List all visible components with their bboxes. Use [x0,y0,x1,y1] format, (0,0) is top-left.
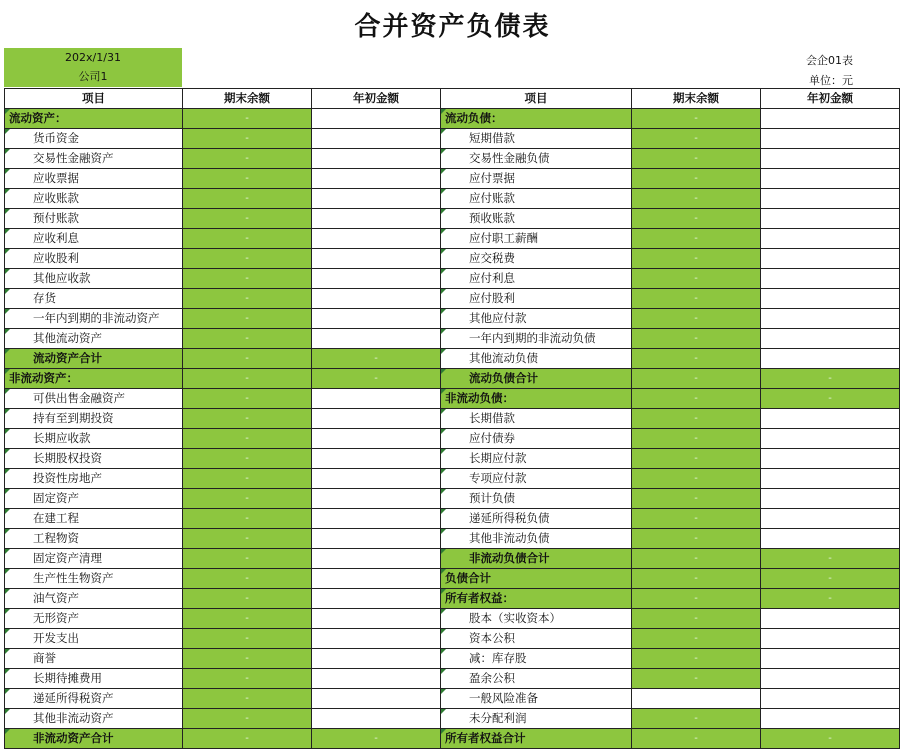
left-begin-balance-cell[interactable] [312,529,441,549]
table-row [5,169,900,189]
left-begin-balance-cell[interactable] [312,329,441,349]
table-row [5,329,900,349]
right-end-balance-cell[interactable]: - [632,649,761,669]
table-row [5,489,900,509]
left-begin-balance-cell[interactable] [312,189,441,209]
company-name[interactable]: 公司1 [78,70,108,83]
right-end-balance-cell[interactable]: - [632,149,761,169]
left-item-label[interactable]: 可供出售金融资产 [5,389,183,409]
table-row [5,209,900,229]
right-begin-balance-cell[interactable]: - [761,369,900,389]
left-begin-balance-cell[interactable] [312,169,441,189]
right-end-balance-cell[interactable]: - [632,309,761,329]
left-item-label[interactable]: 预付账款 [5,209,183,229]
left-end-balance-cell[interactable]: - [183,429,312,449]
left-end-balance-cell[interactable]: - [183,709,312,729]
right-end-balance-cell[interactable]: - [632,429,761,449]
left-item-label[interactable]: 非流动资产： [5,369,183,389]
right-begin-balance-cell[interactable]: - [761,389,900,409]
right-item-label[interactable]: 预收账款 [441,209,632,229]
right-begin-balance-cell[interactable] [761,149,900,169]
right-end-balance-cell[interactable]: - [632,469,761,489]
right-end-balance-cell[interactable]: - [632,289,761,309]
right-item-label[interactable]: 递延所得税负债 [441,509,632,529]
table-row [5,409,900,429]
right-end-balance-cell[interactable]: - [632,529,761,549]
left-item-label[interactable]: 长期待摊费用 [5,669,183,689]
right-begin-balance-cell[interactable] [761,689,900,709]
left-item-label[interactable]: 商誉 [5,649,183,669]
unit-label: 单位：元 [809,74,853,87]
right-begin-balance-cell[interactable] [761,209,900,229]
right-end-balance-cell[interactable]: - [632,169,761,189]
left-item-label[interactable]: 流动资产合计 [5,349,183,369]
right-begin-balance-cell[interactable] [761,709,900,729]
left-end-balance-cell[interactable]: - [183,569,312,589]
report-date[interactable]: 202x/1/31 [65,51,121,64]
right-item-label[interactable]: 流动负债： [441,109,632,129]
left-end-balance-cell[interactable]: - [183,109,312,129]
left-end-balance-cell[interactable]: - [183,729,312,749]
table-row [5,369,900,389]
table-row [5,149,900,169]
right-item-label[interactable]: 一般风险准备 [441,689,632,709]
left-end-balance-cell[interactable]: - [183,329,312,349]
left-end-balance-cell[interactable]: - [183,269,312,289]
right-item-label[interactable]: 一年内到期的非流动负债 [441,329,632,349]
right-begin-balance-cell[interactable] [761,489,900,509]
left-item-label[interactable]: 流动资产： [5,109,183,129]
right-begin-balance-cell[interactable] [761,449,900,469]
left-begin-balance-cell[interactable] [312,409,441,429]
right-begin-balance-cell[interactable] [761,609,900,629]
left-item-label[interactable]: 应收股利 [5,249,183,269]
left-begin-balance-cell[interactable] [312,269,441,289]
right-item-label[interactable]: 负债合计 [441,569,632,589]
right-item-label[interactable]: 流动负债合计 [441,369,632,389]
right-end-balance-cell[interactable]: - [632,729,761,749]
left-begin-balance-cell[interactable] [312,609,441,629]
table-row [5,589,900,609]
right-begin-balance-cell[interactable] [761,269,900,289]
right-item-label[interactable]: 其他应付款 [441,309,632,329]
header-end-left: 期末余额 [183,89,312,109]
right-item-label[interactable]: 股本（实收资本） [441,609,632,629]
header-begin-right: 年初金额 [761,89,900,109]
table-row [5,529,900,549]
right-end-balance-cell[interactable]: - [632,129,761,149]
left-end-balance-cell[interactable]: - [183,529,312,549]
right-begin-balance-cell[interactable] [761,509,900,529]
left-end-balance-cell[interactable]: - [183,609,312,629]
right-begin-balance-cell[interactable] [761,169,900,189]
right-item-label[interactable]: 应付利息 [441,269,632,289]
left-end-balance-cell[interactable]: - [183,169,312,189]
left-begin-balance-cell[interactable] [312,129,441,149]
left-begin-balance-cell[interactable] [312,629,441,649]
left-begin-balance-cell[interactable] [312,229,441,249]
table-row [5,609,900,629]
left-begin-balance-cell[interactable] [312,649,441,669]
left-end-balance-cell[interactable]: - [183,229,312,249]
right-begin-balance-cell[interactable] [761,229,900,249]
right-end-balance-cell[interactable]: - [632,349,761,369]
right-begin-balance-cell[interactable] [761,129,900,149]
left-begin-balance-cell[interactable] [312,109,441,129]
table-row [5,129,900,149]
right-end-balance-cell[interactable]: - [632,369,761,389]
left-end-balance-cell[interactable]: - [183,589,312,609]
right-begin-balance-cell[interactable] [761,329,900,349]
right-begin-balance-cell[interactable] [761,529,900,549]
right-end-balance-cell[interactable]: - [632,669,761,689]
left-begin-balance-cell[interactable] [312,709,441,729]
right-item-label[interactable]: 所有者权益： [441,589,632,609]
right-end-balance-cell[interactable]: - [632,449,761,469]
right-begin-balance-cell[interactable] [761,289,900,309]
right-item-label[interactable]: 应付票据 [441,169,632,189]
left-end-balance-cell[interactable]: - [183,409,312,429]
right-item-label[interactable]: 非流动负债： [441,389,632,409]
left-begin-balance-cell[interactable] [312,469,441,489]
left-end-balance-cell[interactable]: - [183,669,312,689]
table-row [5,549,900,569]
left-item-label[interactable]: 无形资产 [5,609,183,629]
table-row [5,569,900,589]
right-begin-balance-cell[interactable] [761,249,900,269]
left-end-balance-cell[interactable]: - [183,289,312,309]
table-row [5,509,900,529]
left-item-label[interactable]: 生产性生物资产 [5,569,183,589]
right-end-balance-cell[interactable]: - [632,549,761,569]
table-row [5,629,900,649]
left-begin-balance-cell[interactable] [312,489,441,509]
table-row [5,449,900,469]
right-item-label[interactable]: 短期借款 [441,129,632,149]
table-row [5,229,900,249]
table-row [5,689,900,709]
right-item-label[interactable]: 应付股利 [441,289,632,309]
right-end-balance-cell[interactable]: - [632,249,761,269]
right-end-balance-cell[interactable]: - [632,209,761,229]
right-end-balance-cell[interactable]: - [632,629,761,649]
right-end-balance-cell[interactable]: - [632,409,761,429]
left-end-balance-cell[interactable]: - [183,209,312,229]
left-item-label[interactable]: 应收账款 [5,189,183,209]
right-item-label[interactable]: 未分配利润 [441,709,632,729]
right-begin-balance-cell[interactable] [761,469,900,489]
meta-box[interactable] [4,48,182,87]
right-end-balance-cell[interactable]: - [632,609,761,629]
left-item-label[interactable]: 长期应收款 [5,429,183,449]
right-end-balance-cell[interactable]: - [632,329,761,349]
table-row [5,729,900,749]
right-end-balance-cell[interactable]: - [632,189,761,209]
balance-table [4,88,900,749]
left-begin-balance-cell[interactable] [312,309,441,329]
left-item-label[interactable]: 油气资产 [5,589,183,609]
table-row [5,649,900,669]
right-item-label[interactable]: 应交税费 [441,249,632,269]
left-end-balance-cell[interactable]: - [183,349,312,369]
left-item-label[interactable]: 存货 [5,289,183,309]
table-row [5,349,900,369]
left-end-balance-cell[interactable]: - [183,469,312,489]
left-begin-balance-cell[interactable] [312,389,441,409]
right-end-balance-cell[interactable]: - [632,589,761,609]
right-begin-balance-cell[interactable] [761,309,900,329]
left-begin-balance-cell[interactable] [312,289,441,309]
left-item-label[interactable]: 交易性金融资产 [5,149,183,169]
left-begin-balance-cell[interactable] [312,569,441,589]
left-item-label[interactable]: 其他流动资产 [5,329,183,349]
table-row [5,389,900,409]
right-end-balance-cell[interactable]: - [632,509,761,529]
left-begin-balance-cell[interactable] [312,689,441,709]
left-item-label[interactable]: 固定资产清理 [5,549,183,569]
left-end-balance-cell[interactable]: - [183,509,312,529]
right-item-label[interactable]: 应付债券 [441,429,632,449]
left-item-label[interactable]: 非流动资产合计 [5,729,183,749]
left-end-balance-cell[interactable]: - [183,649,312,669]
left-item-label[interactable]: 货币资金 [5,129,183,149]
left-begin-balance-cell[interactable] [312,589,441,609]
left-end-balance-cell[interactable]: - [183,189,312,209]
right-end-balance-cell[interactable]: - [632,389,761,409]
left-end-balance-cell[interactable]: - [183,449,312,469]
left-item-label[interactable]: 开发支出 [5,629,183,649]
right-begin-balance-cell[interactable] [761,669,900,689]
left-end-balance-cell[interactable]: - [183,129,312,149]
left-begin-balance-cell[interactable] [312,429,441,449]
left-item-label[interactable]: 长期股权投资 [5,449,183,469]
left-item-label[interactable]: 工程物资 [5,529,183,549]
left-begin-balance-cell[interactable]: - [312,729,441,749]
left-begin-balance-cell[interactable] [312,209,441,229]
left-item-label[interactable]: 应收利息 [5,229,183,249]
right-begin-balance-cell[interactable]: - [761,729,900,749]
form-code: 会企01表 [806,54,853,67]
right-end-balance-cell[interactable]: - [632,269,761,289]
right-item-label[interactable]: 减：库存股 [441,649,632,669]
right-end-balance-cell[interactable]: - [632,569,761,589]
right-item-label[interactable]: 长期应付款 [441,449,632,469]
right-item-label[interactable]: 专项应付款 [441,469,632,489]
right-begin-balance-cell[interactable] [761,109,900,129]
right-item-label[interactable]: 应付职工薪酬 [441,229,632,249]
header-row [5,89,900,109]
left-item-label[interactable]: 投资性房地产 [5,469,183,489]
header-item-right: 项目 [441,89,632,109]
right-begin-balance-cell[interactable] [761,189,900,209]
right-end-balance-cell[interactable]: - [632,709,761,729]
right-end-balance-cell[interactable]: - [632,109,761,129]
right-begin-balance-cell[interactable] [761,349,900,369]
table-row [5,709,900,729]
left-item-label[interactable]: 持有至到期投资 [5,409,183,429]
left-item-label[interactable]: 固定资产 [5,489,183,509]
left-begin-balance-cell[interactable] [312,549,441,569]
left-begin-balance-cell[interactable] [312,249,441,269]
right-begin-balance-cell[interactable] [761,429,900,449]
table-row [5,469,900,489]
right-item-label[interactable]: 预计负债 [441,489,632,509]
right-item-label[interactable]: 应付账款 [441,189,632,209]
right-item-label[interactable]: 盈余公积 [441,669,632,689]
table-row [5,309,900,329]
left-item-label[interactable]: 一年内到期的非流动资产 [5,309,183,329]
left-end-balance-cell[interactable]: - [183,249,312,269]
left-item-label[interactable]: 递延所得税资产 [5,689,183,709]
header-begin-left: 年初金额 [312,89,441,109]
sheet-title: 合并资产负债表 [354,12,551,42]
right-end-balance-cell[interactable] [632,689,761,709]
left-end-balance-cell[interactable]: - [183,549,312,569]
right-begin-balance-cell[interactable]: - [761,569,900,589]
left-item-label[interactable]: 其他应收款 [5,269,183,289]
left-end-balance-cell[interactable]: - [183,309,312,329]
right-end-balance-cell[interactable]: - [632,229,761,249]
header-item-left: 项目 [5,89,183,109]
table-row [5,249,900,269]
right-item-label[interactable]: 其他流动负债 [441,349,632,369]
right-begin-balance-cell[interactable] [761,629,900,649]
left-begin-balance-cell[interactable] [312,669,441,689]
right-begin-balance-cell[interactable] [761,409,900,429]
right-item-label[interactable]: 资本公积 [441,629,632,649]
left-begin-balance-cell[interactable] [312,149,441,169]
table-row [5,429,900,449]
right-item-label[interactable]: 非流动负债合计 [441,549,632,569]
table-row [5,109,900,129]
right-begin-balance-cell[interactable]: - [761,589,900,609]
table-row [5,289,900,309]
left-end-balance-cell[interactable]: - [183,369,312,389]
left-end-balance-cell[interactable]: - [183,689,312,709]
header-end-right: 期末余额 [632,89,761,109]
right-begin-balance-cell[interactable]: - [761,549,900,569]
left-item-label[interactable]: 其他非流动资产 [5,709,183,729]
table-row [5,269,900,289]
left-begin-balance-cell[interactable]: - [312,349,441,369]
right-begin-balance-cell[interactable] [761,649,900,669]
table-row [5,189,900,209]
left-begin-balance-cell[interactable]: - [312,369,441,389]
left-end-balance-cell[interactable]: - [183,629,312,649]
left-item-label[interactable]: 在建工程 [5,509,183,529]
right-item-label[interactable]: 其他非流动负债 [441,529,632,549]
left-end-balance-cell[interactable]: - [183,489,312,509]
right-item-label[interactable]: 所有者权益合计 [441,729,632,749]
left-end-balance-cell[interactable]: - [183,149,312,169]
left-end-balance-cell[interactable]: - [183,389,312,409]
table-row [5,669,900,689]
left-item-label[interactable]: 应收票据 [5,169,183,189]
left-begin-balance-cell[interactable] [312,449,441,469]
right-item-label[interactable]: 交易性金融负债 [441,149,632,169]
right-end-balance-cell[interactable]: - [632,489,761,509]
left-begin-balance-cell[interactable] [312,509,441,529]
right-item-label[interactable]: 长期借款 [441,409,632,429]
